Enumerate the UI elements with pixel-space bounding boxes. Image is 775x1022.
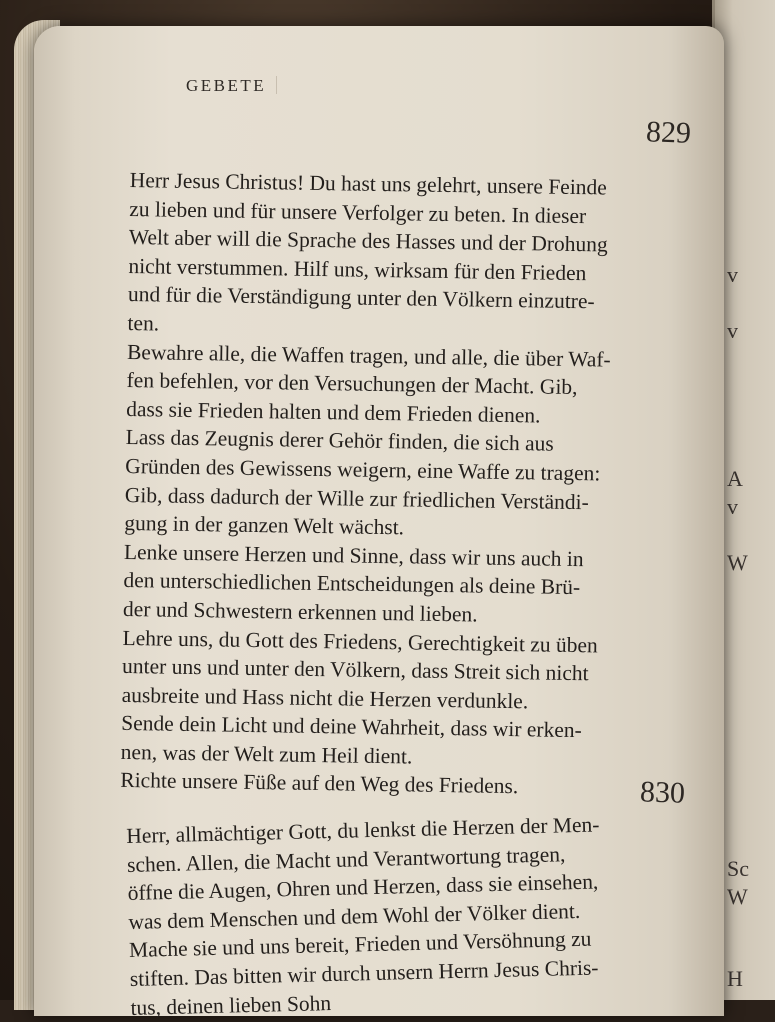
- text-line: Welt aber will die Sprache des Hasses und der Drohung: [128, 225, 608, 257]
- text-line: der und Schwestern erkennen und lieben.: [122, 596, 478, 627]
- text-line: dass sie Frieden halten und dem Frieden dienen.: [125, 396, 541, 428]
- text-line: und für die Verständigung unter den Völkern einzutre-: [127, 282, 595, 314]
- text-line: Gib, dass dadurch der Wille zur friedlichen Verständi-: [124, 482, 590, 514]
- right-page-fragment: W: [727, 550, 748, 575]
- text-line: Lass das Zeugnis derer Gehör finden, die sich aus: [125, 425, 554, 457]
- text-line: Richte unsere Füße auf den Weg des Friedens.: [120, 768, 519, 799]
- right-page-fragment: A: [727, 466, 743, 491]
- prayer-text: [126, 810, 604, 1022]
- text-line: was dem Menschen und dem Wohl der Völker dient.: [128, 898, 581, 934]
- prayer-number: 829: [645, 115, 692, 150]
- text-line: Gründen des Gewissens weigern, eine Waffe zu tragen:: [125, 453, 601, 486]
- text-line: stiften. Das bitten wir durch unsern Herrn Jesus Chris-: [129, 955, 599, 991]
- running-head-rule: [276, 76, 277, 94]
- text-line: Lenke unsere Herzen und Sinne, dass wir uns auch in: [123, 539, 584, 571]
- right-page-fragment: v: [727, 494, 738, 519]
- right-page-fragment: Sc: [727, 856, 749, 881]
- text-line: Sende dein Licht und deine Wahrheit, dass wir erken-: [121, 711, 582, 743]
- text-line: ten.: [127, 310, 160, 336]
- running-head: GEBETE: [186, 76, 267, 95]
- text-line: Mache sie und uns bereit, Frieden und Versöhnung zu: [128, 927, 592, 963]
- text-line: öffne die Augen, Ohren und Herzen, dass sie einsehen,: [127, 869, 599, 906]
- text-line: zu lieben und für unsere Verfolger zu beten. In dieser: [129, 196, 587, 228]
- text-line: ausbreite und Hass nicht die Herzen verdunkle.: [121, 682, 529, 714]
- right-page-fragment: v: [727, 262, 738, 287]
- text-line: Herr Jesus Christus! Du hast uns gelehrt, unsere Feinde: [129, 167, 608, 200]
- text-line: Lehre uns, du Gott des Friedens, Gerechtigkeit zu üben: [122, 625, 598, 657]
- prayer-text: [120, 166, 613, 803]
- right-page-fragment: W: [727, 884, 748, 909]
- prayer-number: 830: [639, 775, 686, 810]
- text-line: den unterschiedlichen Entscheidungen als deine Brü-: [123, 568, 581, 600]
- text-line: Bewahre alle, die Waffen tragen, und alle, die über Waf-: [126, 339, 611, 372]
- text-line: nen, was der Welt zum Heil dient.: [120, 739, 413, 769]
- text-line: tus, deinen lieben Sohn: [130, 990, 332, 1020]
- right-page-fragment: H: [727, 966, 743, 991]
- text-line: schen. Allen, die Macht und Verantwortung tragen,: [126, 841, 566, 877]
- text-line: unter uns und unter den Völkern, dass Streit sich nicht: [121, 654, 589, 686]
- text-line: Herr, allmächtiger Gott, du lenkst die Herzen der Men-: [126, 812, 600, 848]
- text-line: gung in der ganzen Welt wächst.: [124, 511, 405, 540]
- text-line: fen befehlen, vor den Versuchungen der Macht. Gib,: [126, 368, 578, 400]
- text-line: nicht verstummen. Hilf uns, wirksam für den Frieden: [128, 253, 587, 285]
- right-page-fragment: v: [727, 318, 738, 343]
